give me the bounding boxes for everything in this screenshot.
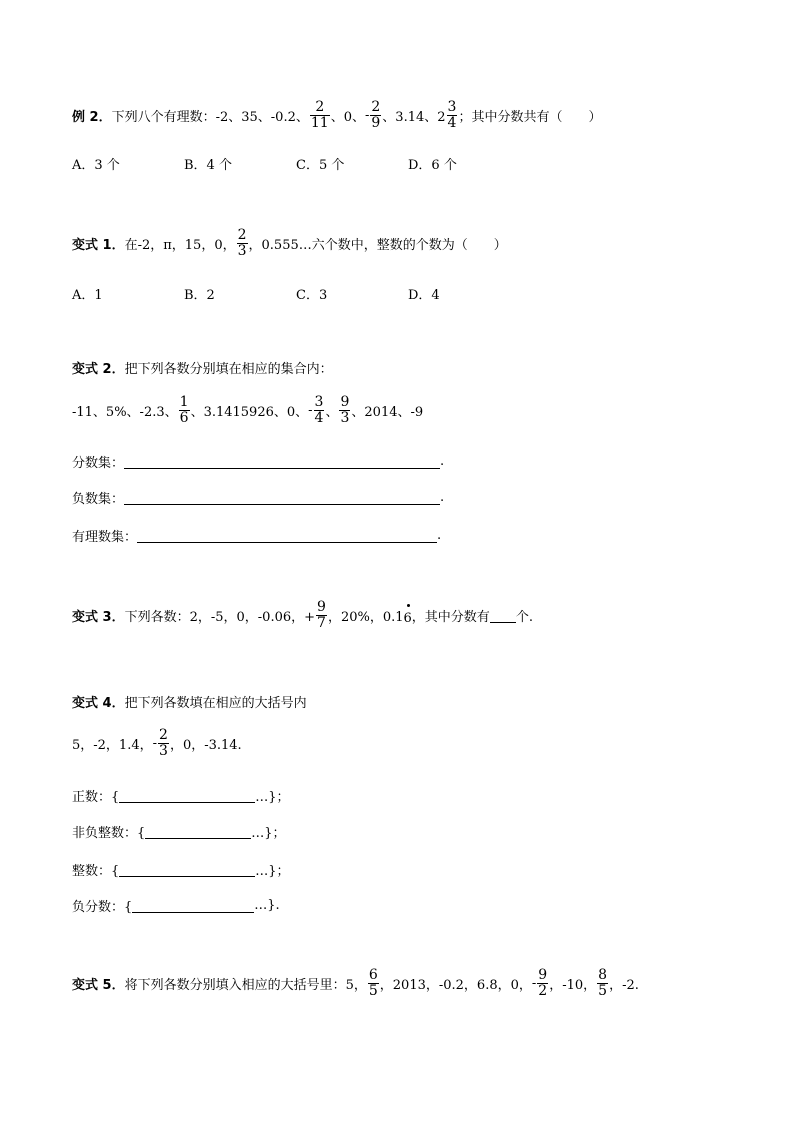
fraction: $\frac{2}{11}$ [310,99,329,131]
answer-blank[interactable] [124,490,440,505]
option-b: B．2 [184,288,215,303]
rational-set-row: 有理数集： . [72,528,442,545]
fraction: $\frac{1}{6}$ [179,394,189,426]
negative-fraction-row: 负分数：{ …}. [72,898,280,915]
example-2-options [72,154,520,173]
negative-set-row: 负数集： . [72,490,445,507]
positive-row: 正数：{ …}； [72,790,290,805]
fraction: $\frac{3}{4}$ [447,99,457,131]
variant-5-label: 变式 5． [72,978,125,993]
fraction: $\frac{9}{2}$ [538,967,548,999]
example-2-question: 例 2． 下列八个有理数：-2、35、-0.2、 $\frac{2}{11}$ 、0、 - $\frac{2}{9}$ 、3.14、2 $\frac{3}{4}$ ；其中分数共有（ ） [72,99,602,131]
nonnegative-integer-row: 非负整数：{ …}； [72,826,286,841]
answer-blank[interactable] [145,824,251,839]
fraction-set-row: 分数集： . [72,454,445,471]
fraction: $\frac{9}{3}$ [340,394,350,426]
option-a: A．3 个 [72,158,120,173]
variant-4-numbers: 5，-2，1.4， - $\frac{2}{3}$ ，0，-3.14. [72,727,242,759]
integer-row: 整数：{ …}； [72,864,290,879]
variant-3-label: 变式 3． [72,610,125,625]
variant-5-question: 变式 5． 将下列各数分别填入相应的大括号里：5， $\frac{6}{5}$ ，2013，-0.2，6.8，0， - $\frac{9}{2}$ ，-10， $\frac{8}{5}$ ，-2. [72,967,639,999]
answer-blank[interactable] [137,528,437,543]
variant-1-question: 变式 1． 在-2，π，15，0， $\frac{2}{3}$ ，0.555…六个数中，整数的个数为（ ） [72,227,507,259]
option-d: D．6 个 [408,158,457,173]
variant-2-numbers: -11、5%、-2.3、 $\frac{1}{6}$ 、3.1415926、0、 - $\frac{3}{4}$ 、 $\frac{9}{3}$ 、2014、-9 [72,394,424,426]
fraction: $\frac{9}{7}$ [317,599,326,631]
fraction: $\frac{3}{4}$ [314,394,324,426]
option-c: C．3 [296,288,328,303]
option-b: B．4 个 [184,158,232,173]
answer-blank[interactable] [119,788,255,803]
variant-4-title: 变式 4． 把下列各数填在相应的大括号内 [72,692,307,711]
fraction: $\frac{2}{9}$ [371,99,381,131]
variant-4-label: 变式 4． [72,696,125,711]
variant-1-label: 变式 1． [72,238,125,253]
option-a: A．1 [72,288,103,303]
variant-1-options [72,284,520,303]
fraction: $\frac{6}{5}$ [368,967,378,999]
fraction: $\frac{2}{3}$ [159,727,168,759]
variant-2-title: 变式 2． 把下列各数分别填在相应的集合内： [72,358,333,377]
variant-2-label: 变式 2． [72,362,125,377]
option-c: C．5 个 [296,158,345,173]
answer-blank[interactable] [119,862,255,877]
fraction: $\frac{8}{5}$ [598,967,608,999]
variant-3-question: 变式 3． 下列各数：2，-5，0，-0.06，+ $\frac{9}{7}$ ，20%，0.1 6 ，其中分数有 个. [72,599,533,631]
example-2-text: 下列八个有理数：-2、35、-0.2、 [111,110,309,125]
fraction: $\frac{2}{3}$ [237,227,247,259]
example-2-label: 例 2． [72,110,112,125]
answer-blank[interactable] [490,608,516,623]
answer-blank[interactable] [124,454,440,469]
option-d: D．4 [408,288,440,303]
repeating-digit: 6 [403,611,412,626]
answer-blank[interactable] [132,898,254,913]
